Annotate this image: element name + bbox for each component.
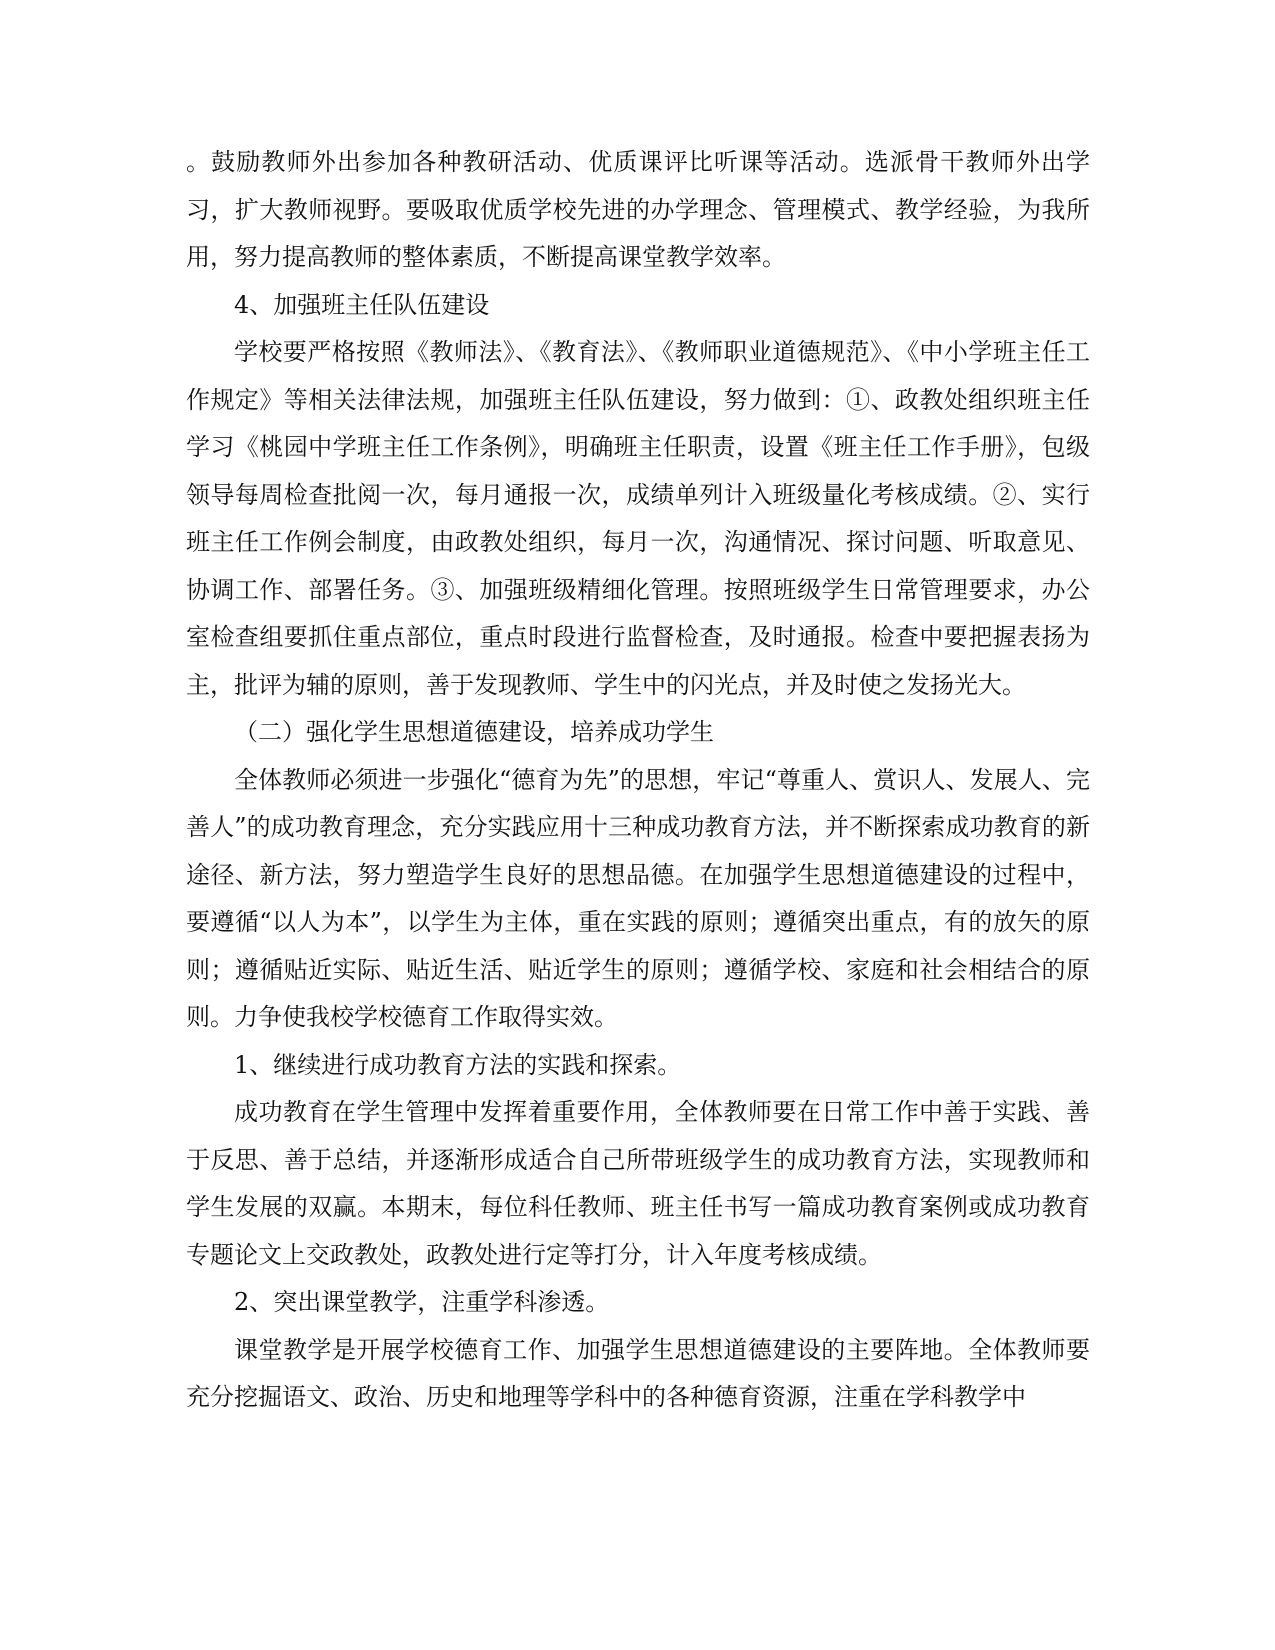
paragraph-class-teacher-team: 学校要严格按照《教师法》、《教育法》、《教师职业道德规范》、《中小学班主任工作规定》等相关法律法规，加强班主任队伍建设，努力做到：①、政教处组织班主任学习《桃园中学班主任工作条例》，明确班主任职责，设置《班主任工作手册》，包级领导每周检查批阅一次，每月通报一次，成绩单列计入班级量化考核成绩。②、实行班主任工作例会制度，由政教处组织，每月一次，沟通情况、探讨问题、听取意见、协调工作、部署任务。③、加强班级精细化管理。按照班级学生日常管理要求，办公室检查组要抓住重点部位，重点时段进行监督检查，及时通报。检查中要把握表扬为主，批评为辅的原则，善于发现教师、学生中的闪光点，并及时使之发扬光大。 [186, 338, 1090, 699]
paragraph-success-education: 成功教育在学生管理中发挥着重要作用，全体教师要在日常工作中善于实践、善于反思、善于总结，并逐渐形成适合自己所带班级学生的成功教育方法，实现教师和学生发展的双赢。本期末，每位科任教师、班主任书写一篇成功教育案例或成功教育专题论文上交政教处，政教处进行定等打分，计入年度考核成绩。 [186, 1098, 1090, 1269]
paragraph-moral-education: 全体教师必须进一步强化“德育为先”的思想，牢记“尊重人、赏识人、发展人、完善人”的成功教育理念，充分实践应用十三种成功教育方法，并不断探索成功教育的新途径、新方法，努力塑造学生良好的思想品德。在加强学生思想道德建设的过程中，要遵循“以人为本”，以学生为主体，重在实践的原则；遵循突出重点，有的放矢的原则；遵循贴近实际、贴近生活、贴近学生的原则；遵循学校、家庭和社会相结合的原则。力争使我校学校德育工作取得实效。 [186, 765, 1090, 1031]
section-heading-class-teacher-team: 4、加强班主任队伍建设 [234, 290, 490, 319]
paragraph-continuation: 。鼓励教师外出参加各种教研活动、优质课评比听课等活动。选派骨干教师外出学习，扩大教师视野。要吸取优质学校先进的办学理念、管理模式、教学经验，为我所用，努力提高教师的整体素质，不断提高课堂教学效率。 [186, 148, 1090, 271]
paragraph-classroom-teaching: 课堂教学是开展学校德育工作、加强学生思想道德建设的主要阵地。全体教师要充分挖掘语文、政治、历史和地理等学科中的各种德育资源，注重在学科教学中 [186, 1335, 1090, 1411]
document-body [186, 139, 1090, 1422]
section-heading-success-education: 1、继续进行成功教育方法的实践和探索。 [234, 1050, 682, 1079]
section-heading-classroom-teaching: 2、突出课堂教学，注重学科渗透。 [234, 1288, 610, 1316]
section-heading-moral-education: （二）强化学生思想道德建设，培养成功学生 [234, 718, 714, 746]
